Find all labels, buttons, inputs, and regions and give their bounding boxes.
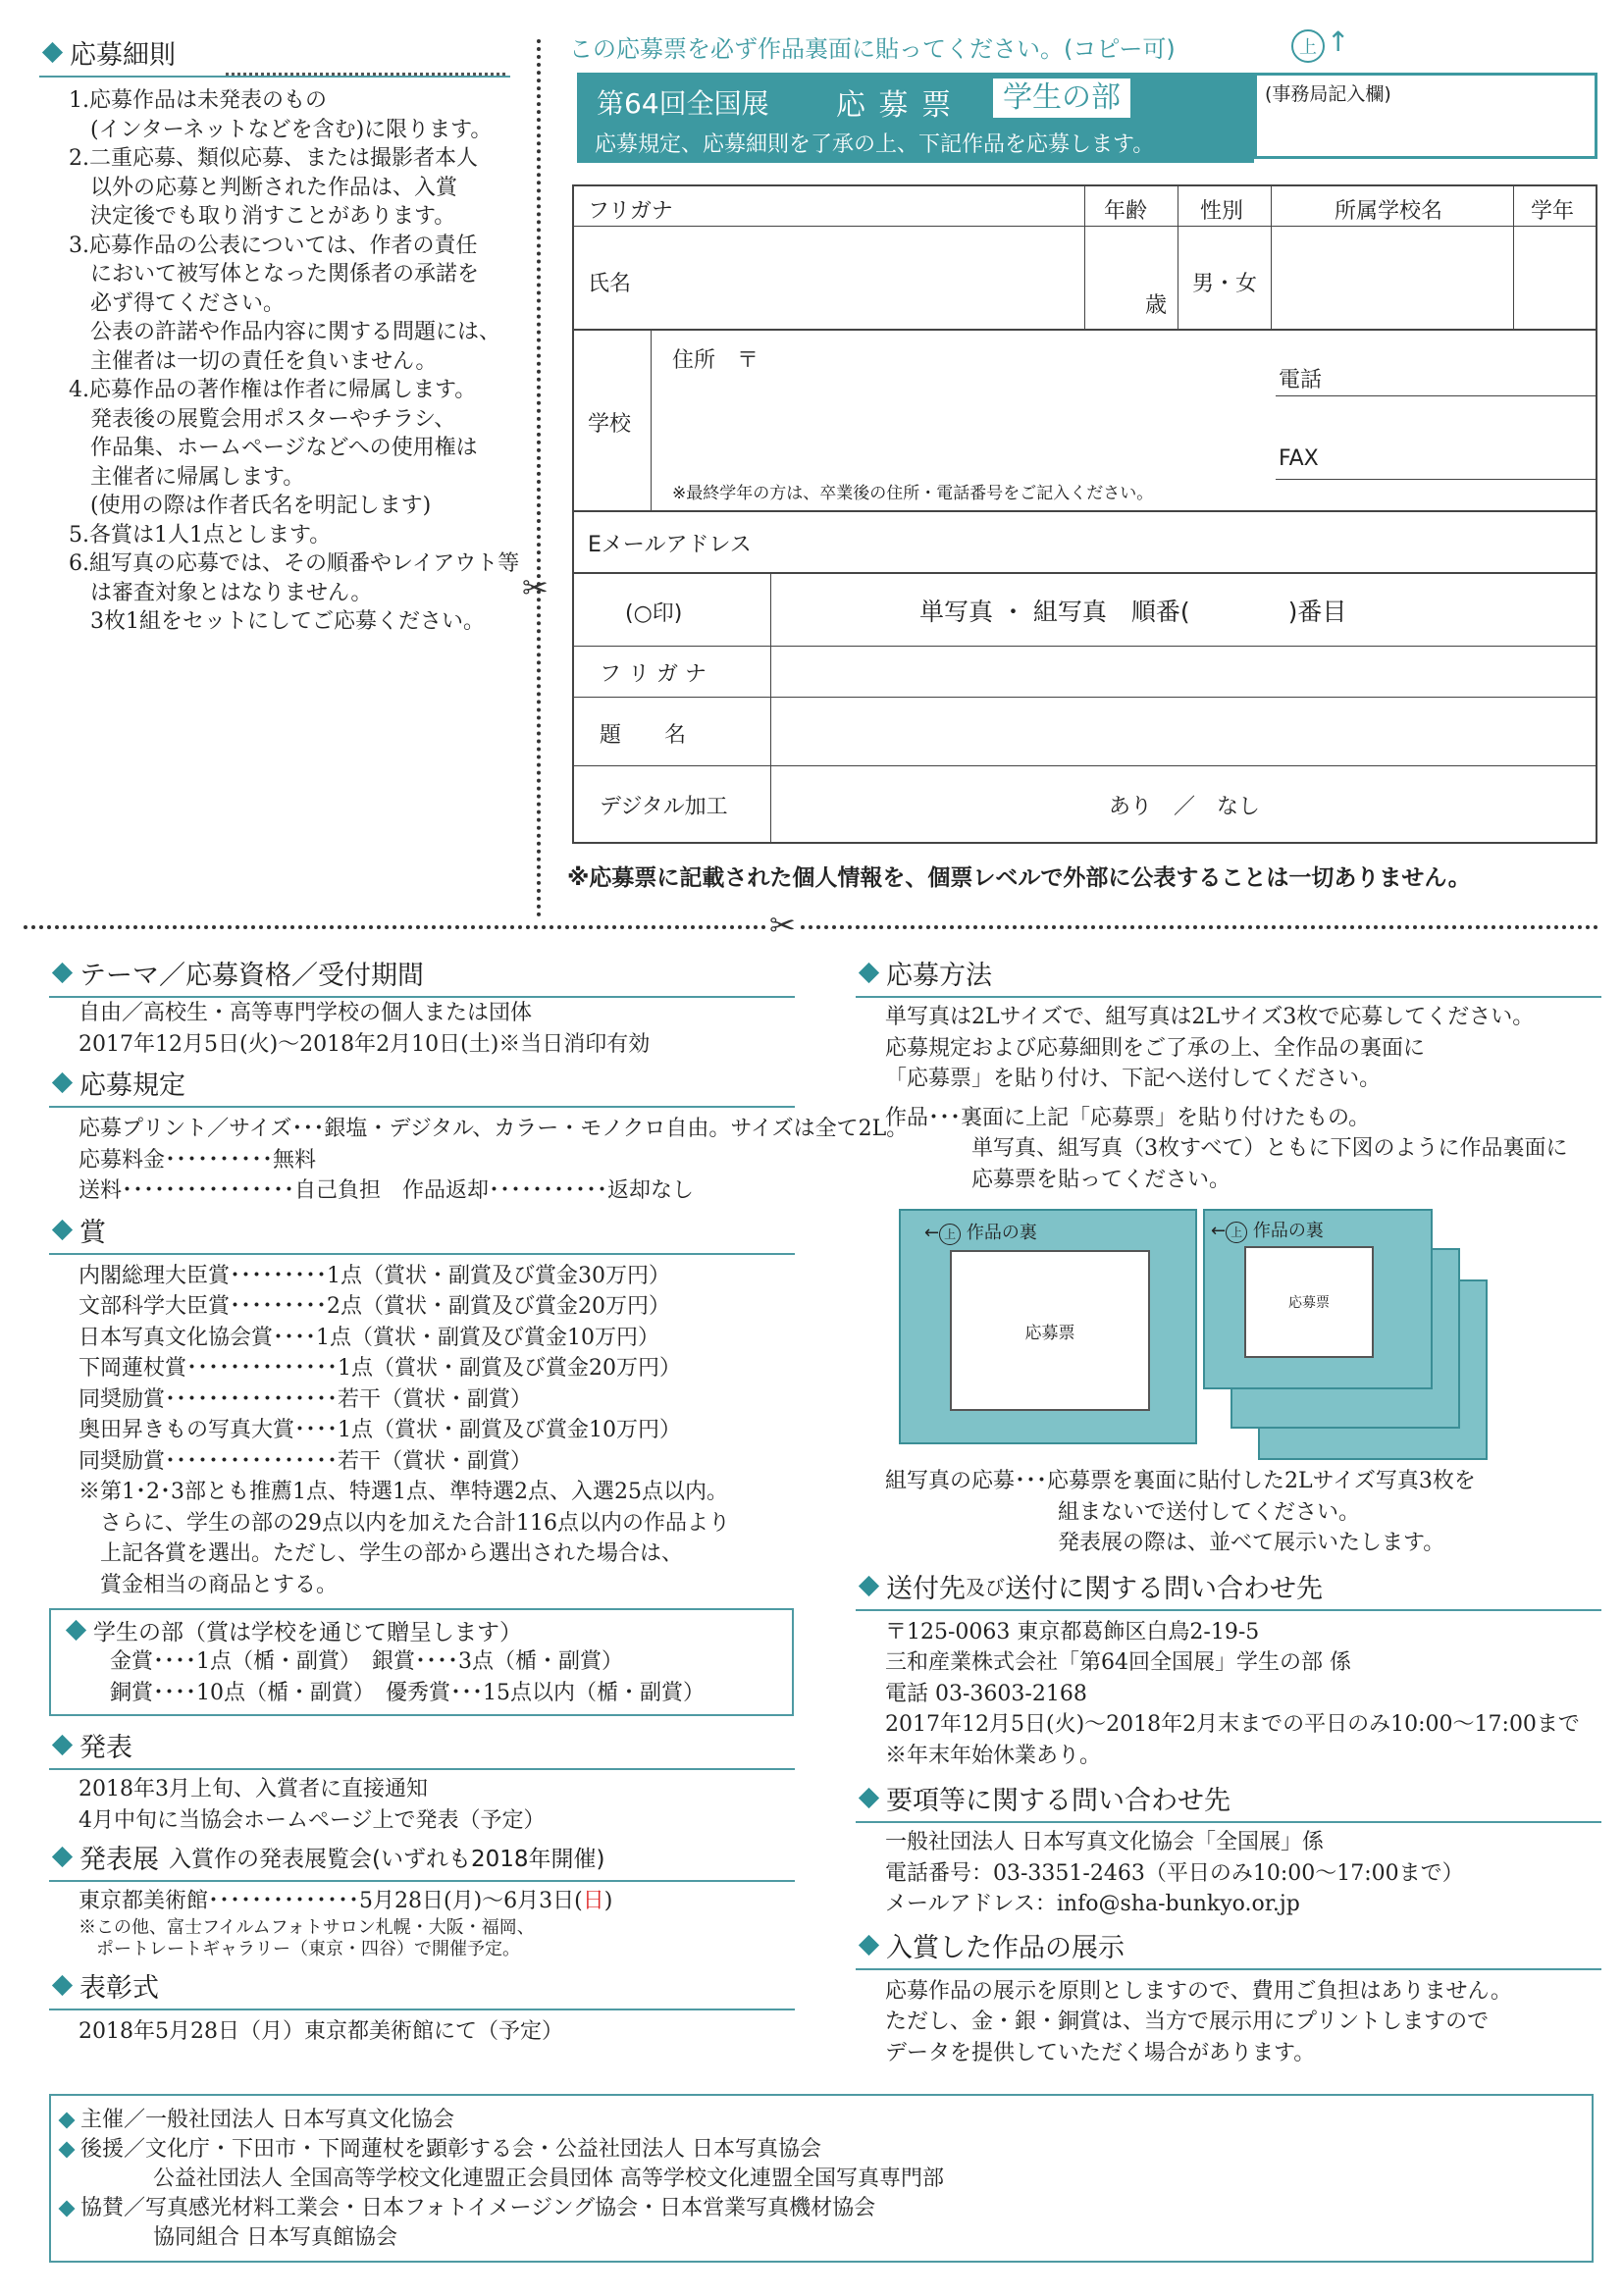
send-title-rest: 送付に関する問い合わせ先 — [1005, 1573, 1323, 1604]
name-label: 氏名 — [588, 272, 632, 296]
fax-underline — [1276, 479, 1596, 480]
inquiry-line: メールアドレス：info@sha-bunkyo.or.jp — [885, 1892, 1300, 1916]
rule-line: において被写体となった関係者の承諾を — [69, 262, 480, 287]
regulation-line: 応募プリント／サイズ･･･銀塩・デジタル、カラー・モノクロ自由。サイズは全て2L。 — [79, 1117, 909, 1141]
phone-underline — [1276, 395, 1596, 396]
form-row-line — [574, 646, 1596, 647]
mark-label: (○印) — [625, 601, 683, 626]
rule-line: 1.応募作品は未発表のもの — [69, 88, 327, 113]
display-heading — [856, 1926, 1601, 1970]
form-row-line — [574, 572, 1596, 574]
student-award-line: 金賞････1点（楯・副賞） 銀賞････3点（楯・副賞） — [110, 1649, 623, 1674]
form-agreement: 応募規定、応募細則を了承の上、下記作品を応募します。 — [595, 132, 1155, 157]
phone-label: 電話 — [1279, 368, 1323, 392]
announce-line: 2018年3月上旬、入賞者に直接通知 — [79, 1777, 428, 1801]
rules-list — [69, 86, 519, 637]
form-col-line — [1513, 186, 1514, 329]
office-use-box — [1254, 73, 1597, 159]
rule-line: 必ず得てください。 — [69, 290, 286, 316]
award-line: 賞金相当の商品とする。 — [79, 1572, 339, 1597]
regulations-title: 応募規定 — [79, 1070, 185, 1101]
rule-line: 4.応募作品の著作権は作者に帰属します。 — [69, 378, 477, 402]
footer-line: 公益社団法人 全国高等学校文化連盟正会員団体 高等学校文化連盟全国写真専門部 — [88, 2166, 944, 2191]
digital-label: デジタル加工 — [600, 795, 728, 819]
right-column — [856, 954, 1601, 2068]
send-heading — [856, 1567, 1601, 1611]
method-work-line: 作品･･･裏面に上記「応募票」を貼り付けたもの。 — [885, 1105, 1371, 1130]
gender-options: 男・女 — [1192, 272, 1258, 296]
single-up-icon: 上 — [939, 1224, 961, 1245]
send-line: ※年末年始休業あり。 — [885, 1743, 1102, 1768]
exhibit-notes — [49, 1917, 795, 1960]
single-back-text: 作品の裏 — [966, 1223, 1037, 1243]
method-set-line: 組まないで送付してください。 — [885, 1499, 1361, 1525]
set-back-text: 作品の裏 — [1252, 1221, 1324, 1241]
award-line: 下岡蓮杖賞･･････････････1点（賞状・副賞及び賞金20万円） — [79, 1356, 681, 1381]
rule-line: 5.各賞は1人1点とします。 — [69, 522, 332, 548]
photo-type: 単写真 ・ 組写真 順番( )番目 — [919, 598, 1347, 626]
fax-label: FAX — [1279, 446, 1319, 471]
diamond-icon — [52, 963, 73, 983]
theme-line: 自由／高校生・高等専門学校の個人または団体 — [79, 1001, 533, 1025]
inquiry-line: 一般社団法人 日本写真文化協会「全国展」係 — [885, 1830, 1324, 1854]
rule-line: 主催者に帰属します。 — [69, 464, 305, 490]
up-mark-icon: 上 — [1291, 29, 1325, 63]
set-back-label: ← 上 作品の裏 — [1211, 1221, 1324, 1241]
send-line: 2017年12月5日(火)〜2018年2月末までの平日のみ10:00〜17:00まで — [885, 1712, 1580, 1737]
footer-line: 主催／一般社団法人 日本写真文化協会 — [88, 2106, 944, 2135]
rule-line: 3.応募作品の公表については、作者の責任 — [69, 233, 478, 258]
footer-box — [49, 2094, 1594, 2263]
send-line: 三和産業株式会社「第64回全国展」学生の部 係 — [885, 1650, 1351, 1675]
method-work-line: 単写真、組写真（3枚すべて）ともに下図のように作品裏面に — [885, 1136, 1568, 1161]
form-title: 応 募 票 — [836, 88, 954, 123]
award-line: ※第1･2･3部とも推薦1点、特選1点、準特選2点、入選25点以内。 — [79, 1480, 728, 1504]
rules-section — [39, 33, 510, 78]
rule-line: 以外の応募と判断された作品は、入賞 — [69, 175, 458, 200]
award-line: 同奨励賞････････････････若干（賞状・副賞） — [79, 1386, 533, 1412]
regulation-line: 応募料金･･････････無料 — [79, 1147, 317, 1173]
rule-line: 決定後でも取り消すことがあります。 — [69, 204, 456, 229]
form-row-line — [574, 510, 1596, 512]
theme-heading — [49, 954, 795, 998]
form-row-line — [574, 329, 1596, 331]
announce-lines — [49, 1774, 795, 1836]
footer-line: 協同組合 日本写真館協会 — [88, 2225, 397, 2250]
address-note: ※最終学年の方は、卒業後の住所・電話番号をご記入ください。 — [672, 484, 1154, 503]
announce-heading — [49, 1726, 795, 1770]
title-label: 題 名 — [600, 723, 687, 748]
diamond-icon — [859, 1934, 879, 1955]
footer-lines — [80, 2106, 944, 2253]
ceremony-title: 表彰式 — [79, 1972, 159, 2004]
rule-line: は審査対象とはなりません。 — [69, 580, 373, 605]
awards-lines — [49, 1261, 795, 1601]
send-line: 電話 03-3603-2168 — [885, 1681, 1087, 1706]
exhibit-title: 発表展 — [79, 1845, 159, 1875]
student-heading — [51, 1614, 792, 1646]
up-arrow-icon: ↑ — [1327, 26, 1350, 58]
method-set-lines — [856, 1466, 1601, 1559]
rule-line: 主催者は一切の責任を負いません。 — [69, 348, 438, 374]
award-line: さらに、学生の部の29点以内を加えた合計116点以内の作品より — [79, 1510, 730, 1536]
footer-line: 後援／文化庁・下田市・下岡蓮杖を顕彰する会・公益社団法人 日本写真協会 — [88, 2135, 944, 2165]
send-title: 送付先 — [886, 1573, 966, 1604]
school-label: 学校 — [588, 412, 632, 437]
school-name-label: 所属学校名 — [1335, 199, 1443, 224]
diamond-icon — [52, 1219, 73, 1239]
award-line: 内閣総理大臣賞･････････1点（賞状・副賞及び賞金30万円） — [79, 1263, 670, 1288]
digital-options: あり ／ なし — [1109, 795, 1261, 819]
exhibit-close: ) — [603, 1889, 613, 1913]
diamond-icon — [42, 42, 63, 63]
form-row-line — [574, 697, 1596, 698]
method-set-line: 発表展の際は、並べて展示いたします。 — [885, 1531, 1445, 1555]
diamond-icon — [59, 2142, 76, 2159]
diamond-icon — [52, 1847, 73, 1867]
diamond-icon — [52, 1974, 73, 1995]
age-unit: 歳 — [1145, 293, 1168, 318]
rule-line: 3枚1組をセットにしてご応募ください。 — [69, 609, 485, 634]
display-lines — [856, 1976, 1601, 2069]
furigana2-label: フ リ ガ ナ — [600, 662, 707, 687]
diamond-icon — [859, 1575, 879, 1595]
single-back-label: ← 上 作品の裏 — [924, 1223, 1037, 1243]
inquiry-lines — [856, 1827, 1601, 1920]
announce-title: 発表 — [79, 1733, 132, 1763]
form-col-line — [1084, 186, 1085, 329]
exhibit-venue — [49, 1886, 795, 1917]
scissors-icon: ✂ — [522, 569, 549, 606]
display-line: データを提供していただく場合があります。 — [885, 2040, 1316, 2065]
student-awards-box — [49, 1608, 794, 1716]
rule-line: 発表後の展覧会用ポスターやチラシ、 — [69, 406, 456, 432]
regulation-line: 送料････････････････自己負担 作品返却･･･････････返却なし — [79, 1178, 695, 1203]
send-title-small: 及び — [966, 1575, 1005, 1599]
form-col-line — [770, 572, 771, 844]
diagram-area — [856, 1209, 1601, 1472]
diamond-icon — [52, 1735, 73, 1755]
age-label: 年齢 — [1104, 199, 1148, 224]
student-award-line: 銅賞････10点（楯・副賞） 優秀賞･･･15点以内（楯・副賞） — [110, 1680, 705, 1705]
method-lines — [856, 1002, 1601, 1095]
vertical-cut-line — [537, 39, 541, 917]
method-title: 応募方法 — [886, 961, 992, 991]
office-use-label: (事務局記入欄) — [1265, 83, 1391, 105]
rules-title: 応募細則 — [70, 40, 176, 71]
inquiry-title: 要項等に関する問い合わせ先 — [886, 1786, 1230, 1816]
rule-line: (使用の際は作者氏名を明記します) — [69, 494, 432, 518]
privacy-note: ※応募票に記載された個人情報を、個票レベルで外部に公表することは一切ありません。 — [567, 865, 1471, 891]
display-line: 応募作品の展示を原則としますので、費用ご負担はありません。 — [885, 1978, 1512, 2004]
form-col-line — [1271, 186, 1272, 329]
method-line: 応募規定および応募細則をご了承の上、全作品の裏面に — [885, 1035, 1426, 1061]
regulations-heading — [49, 1064, 795, 1108]
footer-line: 協賛／写真感光材料工業会・日本フォトイメージング協会・日本営業写真機材協会 — [88, 2194, 944, 2223]
form-event: 第64回全国展 — [597, 87, 769, 120]
awards-title: 賞 — [79, 1217, 106, 1248]
exhibit-note: ※この他、富士フイルムフォトサロン札幌・大阪・福岡、 — [79, 1916, 535, 1938]
form-row-line — [574, 765, 1596, 766]
set-up-icon: 上 — [1226, 1222, 1247, 1243]
rules-heading — [39, 33, 510, 78]
send-line: 〒125-0063 東京都葛飾区白鳥2-19-5 — [885, 1619, 1260, 1644]
grade-label: 学年 — [1531, 199, 1575, 224]
set-form-label: 応募票 — [1288, 1295, 1330, 1311]
division-badge: 学生の部 — [993, 78, 1130, 118]
form-instruction: この応募票を必ず作品裏面に貼ってください。(コピー可) — [569, 35, 1176, 63]
furigana-label: フリガナ — [588, 199, 673, 224]
single-form-label: 応募票 — [1024, 1323, 1075, 1343]
inquiry-line: 電話番号：03-3351-2463（平日のみ10:00〜17:00まで） — [885, 1860, 1464, 1886]
diamond-icon — [59, 2201, 76, 2218]
rules-title-dotted-line — [226, 73, 505, 76]
student-title: 学生の部（賞は学校を通じて贈呈します） — [93, 1620, 522, 1645]
award-line: 文部科学大臣賞･････････2点（賞状・副賞及び賞金20万円） — [79, 1294, 670, 1319]
regulations-lines — [49, 1114, 909, 1207]
horizontal-cut-line — [24, 925, 1599, 929]
exhibit-subtitle: 入賞作の発表展覧会(いずれも2018年開催) — [169, 1847, 605, 1872]
inquiry-heading — [856, 1779, 1601, 1823]
exhibit-heading — [49, 1838, 795, 1882]
method-line: 単写真は2Lサイズで、組写真は2Lサイズ3枚で応募してください。 — [885, 1005, 1535, 1029]
exhibit-sunday: 日 — [582, 1889, 604, 1913]
exhibit-note: ポートレートギャラリー（東京・四谷）で開催予定。 — [79, 1938, 520, 1959]
display-line: ただし、金・銀・銅賞は、当方で展示用にプリントしますので — [885, 2009, 1490, 2034]
theme-line: 2017年12月5日(火)〜2018年2月10日(土)※当日消印有効 — [79, 1031, 651, 1057]
address-label: 住所 〒 — [672, 348, 759, 373]
awards-heading — [49, 1211, 795, 1255]
exhibit-line: 東京都美術館･･････････････5月28日(月)〜6月3日( — [79, 1889, 583, 1913]
ceremony-heading — [49, 1966, 795, 2010]
gender-label: 性別 — [1200, 199, 1244, 224]
method-work-lines — [856, 1103, 1601, 1196]
diamond-icon — [59, 2113, 76, 2129]
left-column — [49, 954, 909, 2047]
single-form-sticker — [950, 1250, 1150, 1411]
rule-line: (インターネットなどを含む)に限ります。 — [69, 117, 493, 142]
send-lines — [856, 1617, 1601, 1772]
form-col-line — [651, 329, 652, 510]
announce-line: 4月中旬に当協会ホームページ上で発表（予定） — [79, 1807, 546, 1833]
ceremony-line: 2018年5月28日（月）東京都美術館にて（予定） — [79, 2018, 563, 2044]
rule-line: 2.二重応募、類似応募、または撮影者本人 — [69, 146, 478, 171]
method-work-line: 応募票を貼ってください。 — [885, 1167, 1231, 1192]
method-heading — [856, 954, 1601, 998]
set-form-sticker — [1244, 1246, 1374, 1358]
award-line: 上記各賞を選出。ただし、学生の部から選出された場合は、 — [79, 1541, 684, 1566]
award-line: 奥田昇きもの写真大賞････1点（賞状・副賞及び賞金10万円） — [79, 1418, 681, 1442]
email-label: Eメールアドレス — [588, 533, 752, 557]
award-line: 同奨励賞････････････････若干（賞状・副賞） — [79, 1448, 533, 1474]
award-line: 日本写真文化協会賞････1点（賞状・副賞及び賞金10万円） — [79, 1325, 659, 1350]
rule-line: 6.組写真の応募では、その順番やレイアウト等 — [69, 551, 520, 576]
method-line: 「応募票」を貼り付け、下記へ送付してください。 — [885, 1067, 1382, 1091]
entry-form-table — [572, 184, 1597, 844]
scissors-icon-horizontal: ✂ — [765, 907, 800, 944]
method-set-line: 組写真の応募･･･応募票を裏面に貼付した2Lサイズ写真3枚を — [885, 1469, 1476, 1493]
display-title: 入賞した作品の展示 — [886, 1932, 1125, 1963]
rule-line: 公表の許諾や作品内容に関する問題には、 — [69, 320, 501, 344]
theme-title: テーマ／応募資格／受付期間 — [79, 961, 424, 991]
student-lines — [51, 1646, 792, 1708]
diamond-icon — [52, 1072, 73, 1093]
diamond-icon — [859, 1788, 879, 1808]
theme-lines — [49, 998, 795, 1060]
diamond-icon — [859, 963, 879, 983]
diamond-icon — [66, 1620, 86, 1641]
rule-line: 作品集、ホームページなどへの使用権は — [69, 436, 478, 460]
